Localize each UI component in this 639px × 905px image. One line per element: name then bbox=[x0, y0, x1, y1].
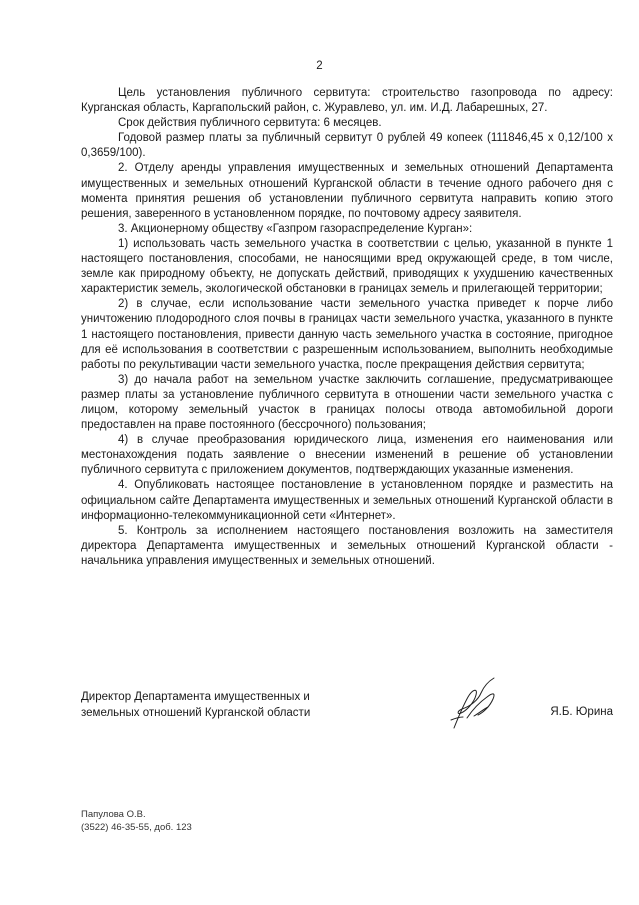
paragraph-servitude-term: Срок действия публичного сервитута: 6 месяцев. bbox=[118, 117, 382, 130]
signer-title bbox=[81, 690, 381, 721]
paragraph-item-3: 3. Акционерному обществу «Газпром газораспределение Курган»: bbox=[118, 222, 473, 235]
paragraph-annual-fee: Годовой размер платы за публичный сервитут 0 рублей 49 копеек (111846,45 х 0,12/100 х 0,3659/100). bbox=[81, 132, 613, 160]
paragraph-item-3-2: 2) в случае, если использование части земельного участка приведет к порче либо уничтожению плодородного слоя почвы в границах части земельного участка, указанного в пункте 1 настоящего постановления, привести данную часть земельного участка в состояние, пригодное для её использования в соответствии с разрешенным использованием, выполнить необходимые работы по рекультивации части земельного участка, после прекращения действия сервитута; bbox=[81, 298, 613, 371]
contact-phone: (3522) 46-35-55, доб. 123 bbox=[81, 821, 192, 833]
signature-block bbox=[81, 690, 613, 730]
paragraph-item-3-1: 1) использовать часть земельного участка в соответствии с целью, указанной в пункте 1 настоящего постановления, способами, не наносящими вред окружающей среде, в том числе, земле как природному объекту, не допускать действий, приводящих к ухудшению качественных характеристик земель, экологической обстановки в границах земель и прилегающей территории; bbox=[81, 237, 613, 296]
signer-name: Я.Б. Юрина bbox=[550, 706, 613, 718]
paragraph-item-3-3: 3) до начала работ на земельном участке заключить соглашение, предусматривающее размер платы за установление публичного сервитута в отношении части земельного участка с лицом, которому земельный участок в границах полосы отвода автомобильной дороги предоставлен на праве постоянного (бессрочного) пользования; bbox=[81, 373, 613, 432]
paragraph-item-5: 5. Контроль за исполнением настоящего постановления возложить на заместителя директора Департамента имущественных и земельных отношений Курганской области - начальника управления имущественных и земельных отношений. bbox=[81, 524, 613, 567]
handwritten-signature bbox=[445, 676, 507, 732]
paragraph-item-2: 2. Отделу аренды управления имущественных и земельных отношений Департамента имущественных и земельных отношений Курганской области в течение одного рабочего дня с момента принятия решения об установлении публичного сервитута направить копию этого решения, заверенного в установленном порядке, по почтовому адресу заявителя. bbox=[81, 162, 613, 220]
paragraph-item-3-4: 4) в случае преобразования юридического лица, изменения его наименования или местонахождения подать заявление о внесении изменений в решение об установлении публичного сервитута с приложением документов, подтверждающих указанные изменения. bbox=[81, 434, 613, 477]
contact-block bbox=[81, 809, 381, 834]
signer-title-line-1: Директор Департамента имущественных и bbox=[81, 691, 310, 703]
paragraph-servitude-purpose: Цель установления публичного сервитута: строительство газопровода по адресу: Курганская область, Каргапольский район, с. Журавлево, ул. им. И.Д. Лабарешных, 27. bbox=[81, 87, 613, 115]
signer-title-line-2: земельных отношений Курганской области bbox=[81, 706, 311, 719]
page-number: 2 bbox=[316, 60, 323, 72]
paragraph-item-4: 4. Опубликовать настоящее постановление в установленном порядке и разместить на официальном сайте Департамента имущественных и земельных отношений Курганской области в информационно-телекоммуникационной сети «Интернет». bbox=[81, 479, 613, 522]
contact-name: Папулова О.В. bbox=[81, 809, 146, 820]
document-body bbox=[81, 86, 613, 569]
